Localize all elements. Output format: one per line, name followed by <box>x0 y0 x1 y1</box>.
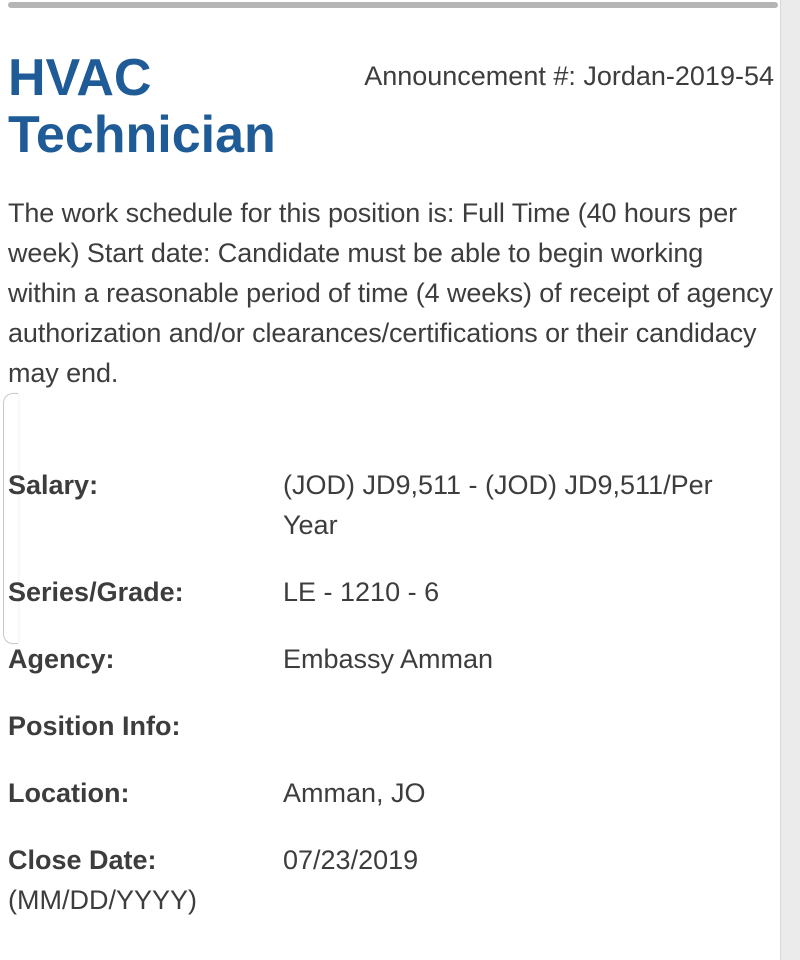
detail-label <box>8 639 283 679</box>
detail-value: Amman, JO <box>283 778 426 808</box>
detail-row <box>8 465 774 545</box>
detail-row <box>8 572 774 612</box>
detail-label-text: Close Date: <box>8 845 157 875</box>
detail-label-text: Position Info: <box>8 711 181 741</box>
detail-row <box>8 773 774 813</box>
detail-row <box>8 706 774 746</box>
announcement-number: Announcement #: Jordan-2019-54 <box>364 61 774 91</box>
detail-label <box>8 840 283 920</box>
detail-row <box>8 840 774 920</box>
detail-label <box>8 773 283 813</box>
details-list <box>8 465 774 920</box>
detail-label-text: Salary: <box>8 470 99 500</box>
detail-value: Embassy Amman <box>283 644 494 674</box>
detail-value: (JOD) JD9,511 - (JOD) JD9,511/Per Year <box>283 470 713 540</box>
detail-label <box>8 572 283 612</box>
job-description: The work schedule for this position is: Full Time (40 hours per week) Start date: Candidate must be able to begin working within a reasonable period of time (4 weeks) of receipt of agency authorization and/or clearances/certifications or their candidacy may end. <box>8 198 773 388</box>
page-title: HVAC Technician <box>8 49 276 164</box>
detail-label-text: Location: <box>8 778 130 808</box>
detail-value: 07/23/2019 <box>283 845 419 875</box>
detail-row <box>8 639 774 679</box>
detail-label <box>8 465 283 505</box>
detail-label-text: Agency: <box>8 644 115 674</box>
scrollbar-track[interactable] <box>780 0 800 960</box>
main-content <box>8 0 774 947</box>
detail-label <box>8 706 283 746</box>
header <box>8 50 774 164</box>
detail-value: LE - 1210 - 6 <box>283 577 440 607</box>
detail-label-text: Series/Grade: <box>8 577 184 607</box>
detail-label-note: (MM/DD/YYYY) <box>8 885 197 915</box>
